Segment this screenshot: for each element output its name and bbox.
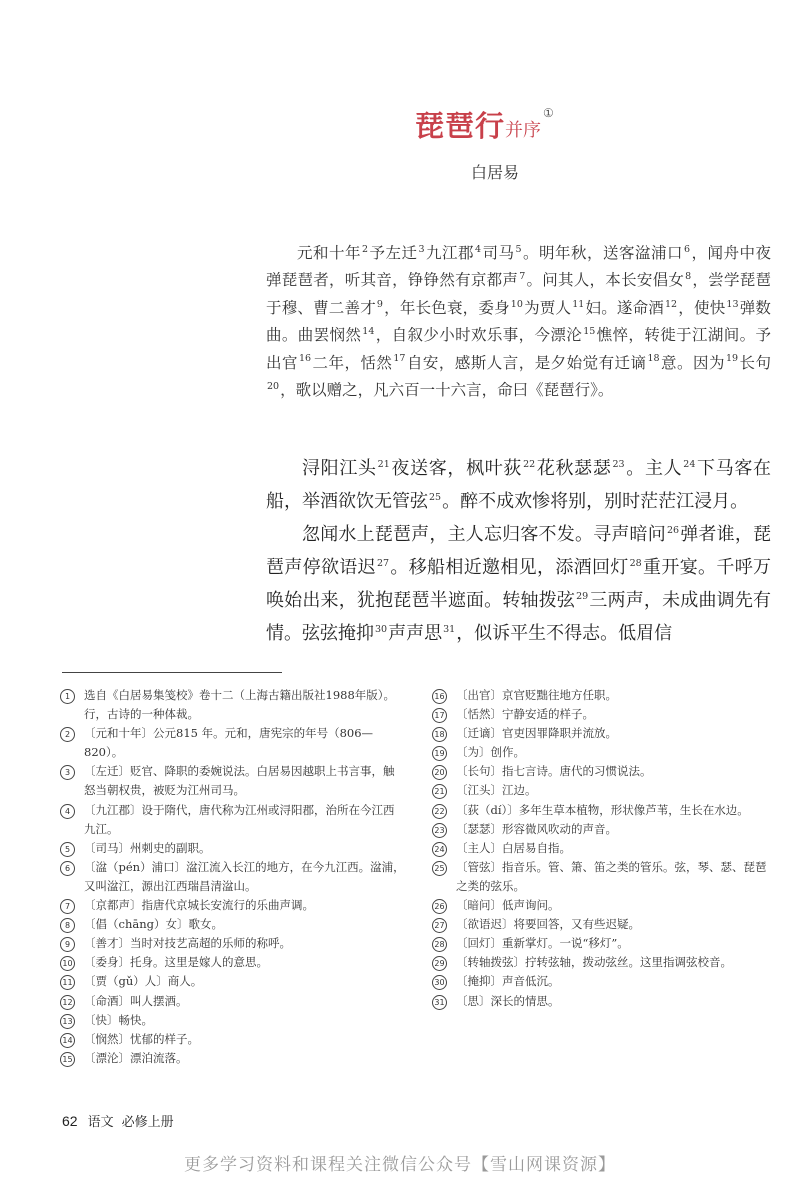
footnote-ref[interactable]: 9 [376,298,383,310]
footnote-number: 10 [60,956,75,971]
footnote-item [60,1030,405,1049]
text-segment: ，似诉平生不得志。低眉信 [456,623,673,644]
footnote-ref[interactable]: 27 [376,558,390,569]
footnote-text: 〔京都声〕指唐代京城长安流行的乐曲声调。 [84,898,314,913]
footnote-number: 19 [432,746,447,761]
footnote-item [60,953,405,972]
footnote-ref[interactable]: 11 [572,298,585,310]
footnote-text: 〔荻（dí）〕多年生草本植物，形状像芦苇，生长在水边。 [456,802,749,817]
footnote-item [60,839,405,858]
footnote-ref[interactable]: 14 [362,326,375,338]
footnote-number: 16 [432,689,447,704]
footnote-text: 〔回灯〕重新掌灯。一说“移灯”。 [456,936,629,951]
footnote-item [60,1011,405,1030]
footnote-ref[interactable]: 19 [725,353,739,365]
footnote-text: 〔左迁〕贬官、降职的委婉说法。白居易因越职上书言事，触怒当朝权贵，被贬为江州司马。 [84,764,395,798]
footnote-item [60,896,405,915]
footnote-text: 〔迁谪〕官吏因罪降职并流放。 [456,726,617,741]
text-segment: ，使快 [678,298,726,317]
footnote-text: 〔思〕深长的情思。 [456,993,560,1008]
footnote-number: 9 [60,937,75,952]
footnote-number: 27 [432,918,447,933]
page-footer [62,1111,174,1130]
text-segment: 弹数曲。曲罢悯然 [266,298,771,345]
footnotes-left-column [60,686,405,1068]
footnote-item [60,915,405,934]
footnote-number: 21 [432,784,447,799]
footnote-item [432,992,772,1011]
text-segment: 憔悴，转徙于江湖间。予出官 [266,326,771,372]
footnote-text: 〔欲语迟〕将要回答，又有些迟疑。 [456,917,640,932]
footnote-ref[interactable]: 10 [510,298,523,310]
text-segment: 为贾人 [523,298,572,317]
page-number: 62 [62,1113,78,1129]
footnote-ref[interactable]: 30 [375,624,388,635]
text-segment: 夜送客，枫叶荻 [390,458,523,479]
text-segment: 三两声，未成曲调先有情。弦弦掩抑 [266,590,772,644]
footnote-ref[interactable]: 17 [393,353,406,365]
footnote-text: 〔长句〕指七言诗。唐代的习惯说法。 [456,764,652,779]
text-segment: 下马客在船，举酒欲饮无管弦 [266,458,772,512]
footnote-item [60,762,405,800]
poem-paragraph [266,452,771,518]
footnote-text: 〔管弦〕指音乐。管、箫、笛之类的管乐。弦，琴、瑟、琵琶之类的弦乐。 [456,859,767,893]
text-segment: 意。因为 [660,353,725,372]
footnote-item [432,801,772,820]
footnote-item [432,858,772,896]
footnote-ref[interactable]: 6 [683,243,690,255]
footnote-ref[interactable]: 15 [583,326,596,338]
text-segment: 。主人 [625,458,683,479]
footnote-text: 〔暗问〕低声询问。 [456,898,560,913]
footnote-item [432,915,772,934]
footnote-text: 〔善才〕当时对技艺高超的乐师的称呼。 [84,936,291,951]
footnote-ref[interactable]: 3 [418,243,425,255]
text-segment: 元和十年 [297,244,361,262]
footnote-ref[interactable]: 18 [647,353,660,365]
text-segment: 司马 [482,244,515,262]
footnote-text: 选自《白居易集笺校》卷十二（上海古籍出版社1988年版）。行，古诗的一种体裁。 [84,688,396,722]
text-segment: 忽闻水上琵琶声，主人忘归客不发。寻声暗问 [302,524,666,545]
footnote-number: 12 [60,995,75,1010]
footnote-ref[interactable]: 28 [629,558,642,569]
footnote-item [60,1049,405,1068]
footnote-number: 29 [432,956,447,971]
footnote-text: 〔湓（pén）浦口〕湓江流入长江的地方，在今九江西。湓浦，又叫湓江，源出江西瑞昌清湓山。 [84,859,405,893]
footnote-number: 20 [432,765,447,780]
footnote-item [60,992,405,1011]
footnote-text: 〔倡（chāng）女〕歌女。 [84,917,223,932]
footnote-item [432,705,772,724]
book-name: 必修上册 [121,1115,174,1130]
footnote-text: 〔快〕畅快。 [84,1012,153,1027]
footnote-number: 6 [60,861,75,876]
footnote-number: 3 [60,765,75,780]
footnote-ref[interactable]: 13 [726,298,739,310]
footnote-ref[interactable]: 2 [361,243,369,255]
footnote-item [432,724,772,743]
footnote-ref[interactable]: 23 [612,459,625,470]
footnote-number: 4 [60,804,75,819]
poem-paragraph [266,518,771,650]
footnote-text: 〔掩抑〕声音低沉。 [456,974,560,989]
footnote-number: 25 [432,861,447,876]
footnote-item [432,972,772,991]
footnote-ref[interactable]: 26 [666,525,680,536]
text-segment: 重开宴。千呼万唤始出来，犹抱琵琶半遮面。转轴拨弦 [266,557,772,611]
preface-paragraph [266,240,771,404]
footnote-ref[interactable]: 24 [683,459,696,470]
footnote-text: 〔贾（gǔ）人〕商人。 [84,974,203,989]
footnote-number: 11 [60,975,75,990]
footnote-text: 〔为〕创作。 [456,745,525,760]
footnote-ref[interactable]: 22 [523,459,536,470]
footnote-number: 1 [60,689,75,704]
footnote-text: 〔瑟瑟〕形容微风吹动的声音。 [456,821,617,836]
subject-name: 语文 [87,1115,114,1130]
footnote-number: 14 [60,1033,75,1048]
footnote-text: 〔委身〕托身。这里是嫁人的意思。 [84,955,268,970]
text-segment: 浔阳江头 [302,458,377,479]
footnote-text: 〔漂沦〕漂泊流落。 [84,1050,188,1065]
footnote-item [60,801,405,839]
footnote-item [432,743,772,762]
footnote-item [60,686,405,724]
text-segment: 二年，恬然 [312,353,393,372]
text-segment: ，歌以赠之，凡六百一十六言，命曰《琵琶行》。 [280,381,614,400]
poem-title [415,104,554,145]
footnote-item [432,686,772,705]
text-segment: 花秋瑟瑟 [536,458,612,479]
footnote-number: 24 [432,842,447,857]
footnote-text: 〔转轴拨弦〕拧转弦轴，拨动弦丝。这里指调弦校音。 [456,955,732,970]
footnote-number: 23 [432,823,447,838]
footnote-text: 〔江头〕江边。 [456,783,537,798]
footnote-text: 〔恬然〕宁静安适的样子。 [456,707,594,722]
footnotes-right-column [432,686,772,1011]
footnote-text: 〔主人〕白居易自指。 [456,840,571,855]
footnote-number: 31 [432,995,447,1010]
footnote-item [432,762,772,781]
footnote-item [60,934,405,953]
footnote-number: 28 [432,937,447,952]
footnote-item [432,953,772,972]
text-segment: 九江郡 [425,244,474,262]
footnote-item [432,934,772,953]
footnote-ref[interactable]: 21 [377,459,390,470]
footnote-item [60,972,405,991]
title-main: 琵琶行 [415,109,506,143]
text-segment: ，闻舟中夜弹琵琶者，听其音，铮铮然有京都声 [266,244,771,290]
text-segment: ，年长色衰，委身 [383,298,510,317]
text-segment: 。明年秋，送客湓浦口 [522,244,683,262]
footnote-text: 〔九江郡〕设于隋代，唐代称为江州或浔阳郡，治所在今江西九江。 [84,802,395,836]
footnote-ref[interactable]: 31 [443,624,456,635]
footnote-number: 26 [432,899,447,914]
footnote-ref[interactable]: 20 [267,380,280,392]
text-segment: 长句 [739,353,771,372]
footnote-item [432,781,772,800]
footnote-number: 30 [432,975,447,990]
footnote-number: 17 [432,708,447,723]
text-segment: 。问其人，本长安倡女 [526,271,685,290]
text-segment: 予左迁 [369,244,418,262]
footnote-number: 22 [432,804,447,819]
footnote-text: 〔出官〕京官贬黜往地方任职。 [456,688,617,702]
footnote-ref[interactable]: 12 [665,298,678,310]
text-segment: 。移船相近邀相见，添酒回灯 [390,557,629,578]
watermark-text: 更多学习资料和课程关注微信公众号【雪山网课资源】 [184,1155,616,1175]
title-note-ref: ① [543,106,554,120]
footnote-item [60,724,405,762]
footnote-ref[interactable]: 7 [519,271,526,283]
footnote-ref[interactable]: 16 [298,353,312,365]
footnote-text: 〔司马〕州刺史的副职。 [84,840,211,855]
text-segment: 。醉不成欢惨将别，别时茫茫江浸月。 [442,491,749,512]
author-name: 白居易 [471,163,520,182]
footnote-item [432,896,772,915]
footnote-divider [62,672,282,673]
footnote-text: 〔悯然〕忧郁的样子。 [84,1031,199,1046]
text-segment: ，尝学琵琶于穆、曹二善才 [266,271,771,317]
footnote-item [432,820,772,839]
footnote-number: 5 [60,842,75,857]
footnote-number: 8 [60,918,75,933]
footnote-item [60,858,405,896]
footnote-ref[interactable]: 8 [685,271,692,283]
text-segment: 弹者谁，琵琶声停欲语迟 [266,524,772,578]
footnote-ref[interactable]: 4 [475,243,482,255]
footnote-ref[interactable]: 5 [515,243,522,255]
poem-text [266,452,771,650]
footnote-number: 18 [432,727,447,742]
text-segment: 自安，感斯人言，是夕始觉有迁谪 [406,353,647,372]
footnote-text: 〔命酒〕叫人摆酒。 [84,993,188,1008]
footnote-ref[interactable]: 25 [429,492,442,503]
preface-text [266,240,771,404]
text-segment: 妇。遂命酒 [585,298,665,317]
footnote-item [432,839,772,858]
title-subtitle: 并序 [505,120,542,141]
text-segment: 声声思 [388,623,443,644]
footnote-number: 2 [60,727,75,742]
footnote-number: 13 [60,1014,75,1029]
footnote-number: 15 [60,1052,75,1067]
footnote-text: 〔元和十年〕公元815 年。元和，唐宪宗的年号（806—820）。 [84,726,374,760]
footnote-number: 7 [60,899,75,914]
text-segment: ，自叙少小时欢乐事，今漂沦 [375,326,583,345]
footnote-ref[interactable]: 29 [576,591,589,602]
